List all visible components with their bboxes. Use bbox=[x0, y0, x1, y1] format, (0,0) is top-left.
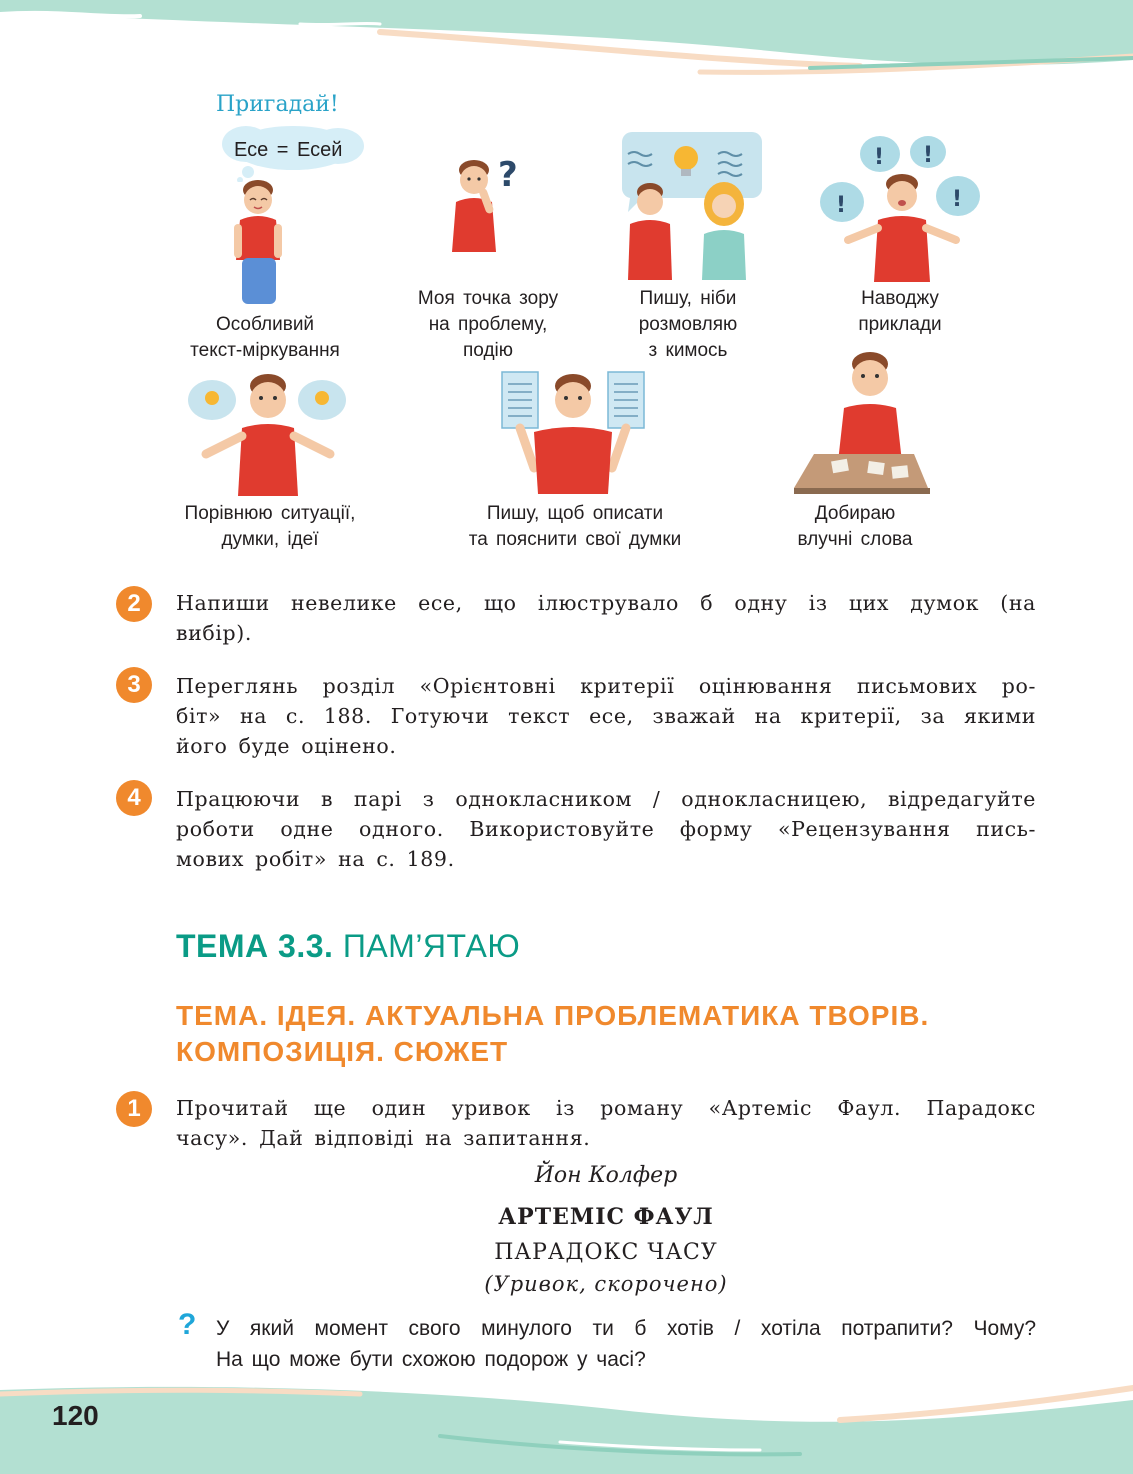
caption-talk: Пишу, ніби розмовляю з кимось bbox=[638, 288, 738, 361]
excerpt-note: (Уривок, скорочено) bbox=[484, 1272, 728, 1296]
page-number: 120 bbox=[52, 1400, 99, 1431]
caption-compare: Порівнюю ситуації, думки, ідеї bbox=[184, 503, 356, 550]
talking-illustration bbox=[612, 124, 762, 282]
boy-desk-illustration bbox=[792, 350, 932, 496]
boy-examples-illustration bbox=[818, 134, 988, 284]
boy-compare-illustration bbox=[186, 374, 350, 498]
svg-text:!: ! bbox=[923, 143, 934, 168]
svg-text:!: ! bbox=[952, 187, 963, 212]
caption-examples: Наводжу приклади bbox=[858, 288, 942, 335]
caption-special: Особливий текст-міркування bbox=[190, 314, 340, 361]
task-2-text: Напиши невелике есе, що ілюструвало б одну із цих думок (на вибір). bbox=[176, 591, 1036, 645]
task-number-badge: 4 bbox=[116, 780, 152, 816]
theme-title: ПАМ’ЯТАЮ bbox=[342, 928, 521, 964]
top-decor-band bbox=[0, 0, 1133, 90]
caption-viewpoint: Моя точка зору на проблему, подію bbox=[417, 288, 559, 361]
task-number-badge: 3 bbox=[116, 667, 152, 703]
question-text: У який момент свого минулого ти б хотів / хотіла потрапити? Чому? На що може бути схожою подорож у часі? bbox=[216, 1317, 1036, 1371]
svg-text:!: ! bbox=[836, 193, 847, 218]
section-subtitle: ТЕМА. ІДЕЯ. АКТУАЛЬНА ПРОБЛЕМАТИКА ТВОРІВ. КОМПОЗИЦІЯ. СЮЖЕТ bbox=[176, 1000, 930, 1067]
task-number-badge: 1 bbox=[116, 1091, 152, 1127]
task-1-text: Прочитай ще один уривок із роману «Артеміс Фаул. Парадокс часу». Дай відповіді на запитання. bbox=[176, 1096, 1036, 1150]
excerpt-subtitle: ПАРАДОКС ЧАСУ bbox=[494, 1240, 718, 1265]
theme-number: ТЕМА 3.3. bbox=[176, 928, 334, 964]
task-number-badge: 2 bbox=[116, 586, 152, 622]
task-3-text: Переглянь розділ «Орієнтовні критерії оцінювання письмових ро- біт» на с. 188. Готуючи текст есе, зважай на критерії, за якими його буде оцінено. bbox=[176, 674, 1036, 758]
excerpt-author: Йон Колфер bbox=[534, 1163, 678, 1188]
caption-words: Добираю влучні слова bbox=[797, 503, 913, 550]
theme-heading bbox=[176, 928, 520, 965]
caption-describe: Пишу, щоб описати та пояснити свої думки bbox=[468, 503, 682, 550]
question-mark-icon: ? bbox=[178, 1308, 197, 1341]
boy-thinking-illustration bbox=[228, 178, 288, 306]
svg-text:!: ! bbox=[874, 145, 885, 170]
remember-bubble-text: Есе = Есей bbox=[234, 139, 343, 161]
task-4-text: Працюючи в парі з однокласником / однокласницею, відредагуйте роботи одне одного. Використовуйте форму «Рецензування пись- мових робіт» на с. 189. bbox=[176, 787, 1036, 871]
bottom-decor-band bbox=[0, 1380, 1133, 1474]
boy-question-illustration bbox=[448, 156, 526, 276]
svg-text:?: ? bbox=[498, 156, 518, 195]
excerpt-title: АРТЕМІС ФАУЛ bbox=[498, 1204, 714, 1230]
boy-papers-illustration bbox=[500, 368, 646, 496]
remember-label: Пригадай! bbox=[216, 92, 339, 117]
